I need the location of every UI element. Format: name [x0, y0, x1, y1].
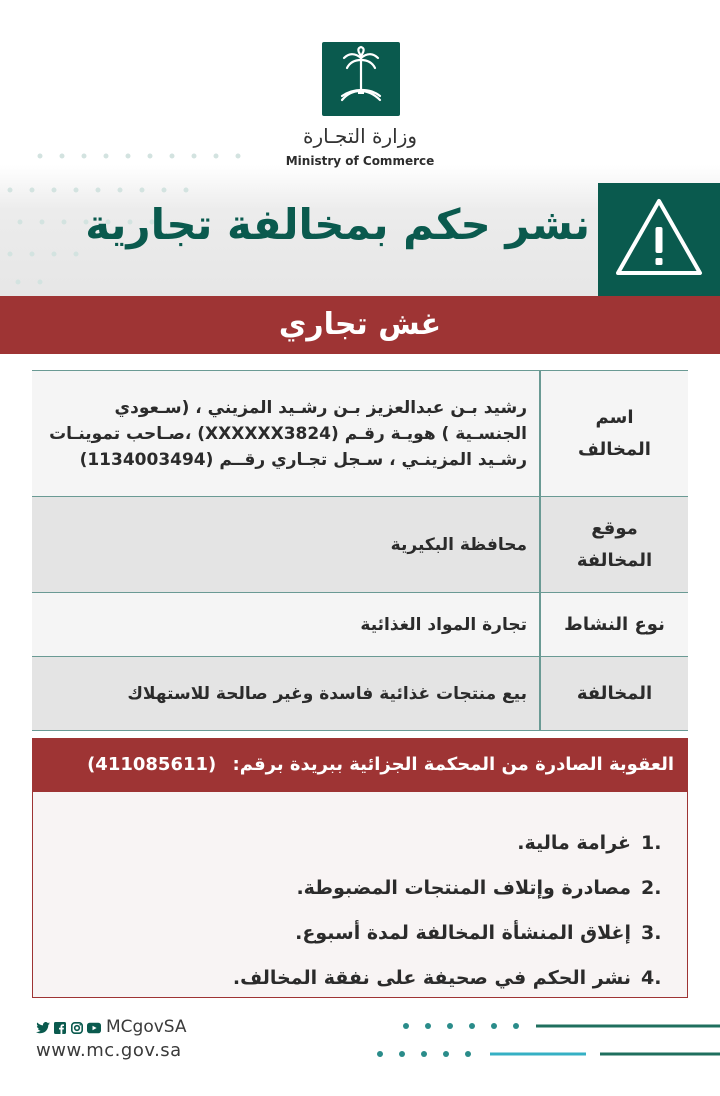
row-label: موقع المخالفة	[540, 497, 688, 593]
facebook-icon[interactable]	[53, 1021, 67, 1035]
table-row	[32, 657, 688, 731]
website-link[interactable]: www.mc.gov.sa	[36, 1040, 182, 1061]
warning-triangle-icon	[598, 183, 720, 296]
table-row	[32, 371, 688, 497]
activity-type-value: تجارة المواد الغذائية	[32, 593, 540, 657]
youtube-icon[interactable]	[87, 1021, 101, 1035]
ministry-name-english: Ministry of Commerce	[285, 154, 435, 168]
list-item: 4. نشر الحكم في صحيفة على نفقة المخالف.	[232, 966, 662, 989]
warning-panel	[598, 183, 720, 296]
penalty-header-text: العقوبة الصادرة من المحكمة الجزائية ببريدة برقم:	[232, 754, 674, 775]
list-item: 2. مصادرة وإتلاف المنتجات المضبوطة.	[296, 876, 662, 899]
row-label: نوع النشاط	[540, 593, 688, 657]
ministry-name-arabic: وزارة التجـارة	[302, 124, 418, 148]
social-links	[36, 1018, 101, 1038]
violator-name-value: رشيد بـن عبدالعزيز بـن رشـيد المزيني ، (سـعودي الجنسـية ) هويـة رقـم (XXXXXX3824) ،صـاحب تموينـات رشـيد المزينـي ، سـجل تجـاري رقــم (1134003494)	[32, 371, 540, 497]
penalty-list	[32, 792, 688, 998]
row-label: المخالفة	[540, 657, 688, 731]
table-row	[32, 593, 688, 657]
location-value: محافظة البكيرية	[32, 497, 540, 593]
penalty-header	[32, 738, 688, 792]
violation-type-banner: غش تجاري	[0, 296, 720, 354]
social-handle[interactable]: MCgovSA	[106, 1017, 187, 1037]
table-row	[32, 497, 688, 593]
palm-swords-emblem-icon	[322, 42, 400, 116]
row-label: اسم المخالف	[540, 371, 688, 497]
list-item: 3. إغلاق المنشأة المخالفة لمدة أسبوع.	[295, 921, 662, 944]
list-item: 1. غرامة مالية.	[517, 831, 662, 854]
footer-decoration	[360, 1014, 720, 1070]
ministry-logo	[322, 42, 400, 116]
case-number: (411085611)	[87, 754, 217, 775]
twitter-icon[interactable]	[36, 1021, 50, 1035]
violation-value: بيع منتجات غذائية فاسدة وغير صالحة للاستهلاك	[32, 657, 540, 731]
instagram-icon[interactable]	[70, 1021, 84, 1035]
violation-details-table	[32, 370, 688, 731]
page-title: نشر حكم بمخالفة تجارية	[85, 200, 590, 249]
